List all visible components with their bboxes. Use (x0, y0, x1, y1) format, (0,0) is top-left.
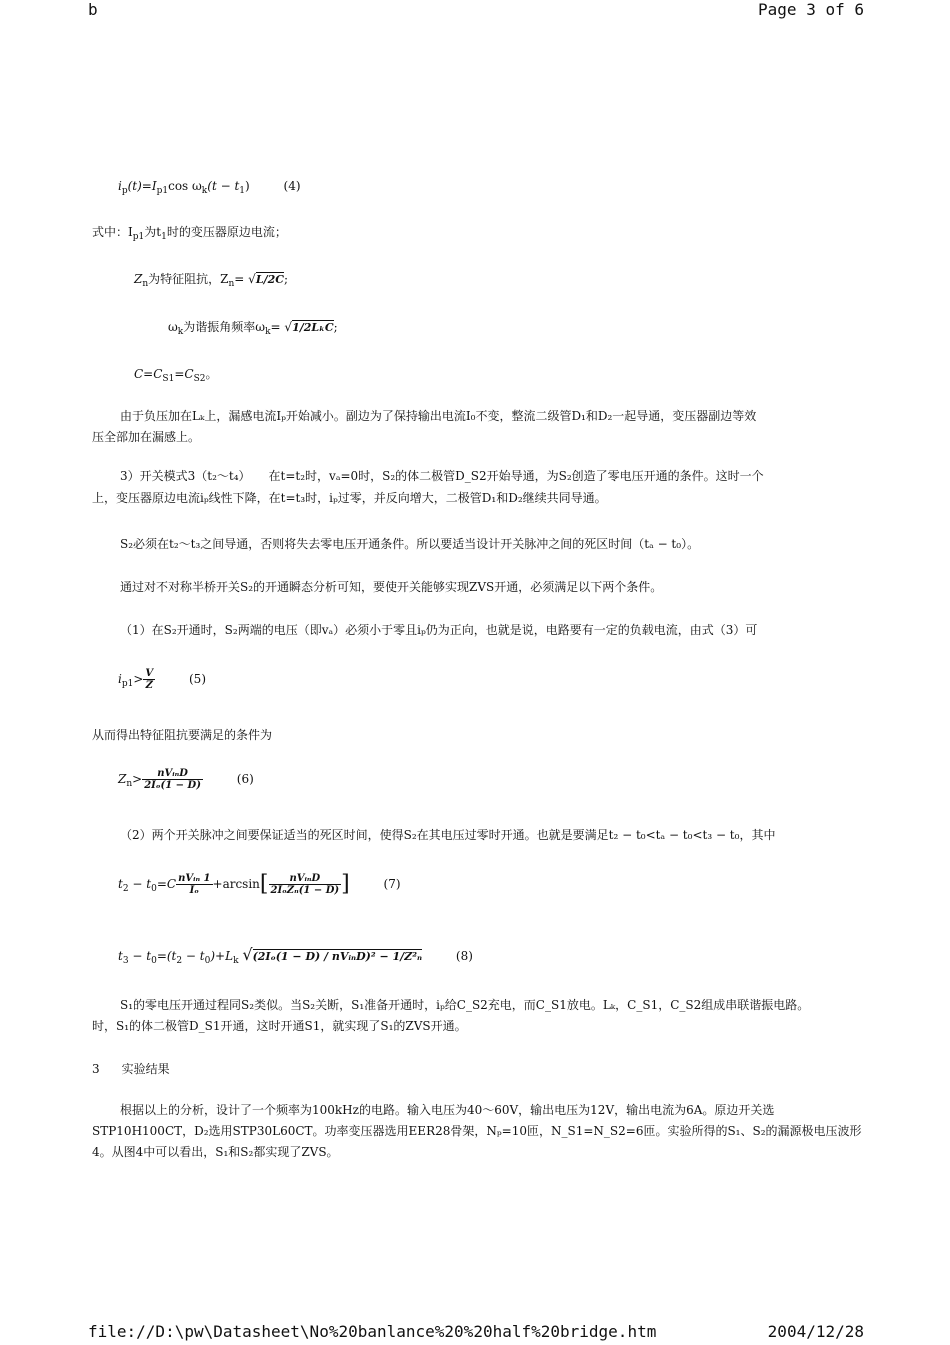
paragraph-line: 由于负压加在Lₖ上，漏感电流Iₚ开始减小。副边为了保持输出电流I₀不变，整流二级管D₁和D₂一起导通，变压器副边等效 (120, 409, 757, 423)
paragraph-line: （1）在S₂开通时，S₂两端的电压（即vₐ）必须小于零且iₚ仍为正向，也就是说，电路要有一定的负载电流，由式（3）可 (120, 623, 758, 637)
equation-number: (6) (236, 772, 254, 786)
definition-zn: $Z_n$为特征阻抗，$Z_n= √L/2C$; (134, 272, 289, 289)
paragraph-line: 从而得出特征阻抗要满足的条件为 (92, 728, 273, 742)
paragraph-line: 根据以上的分析，设计了一个频率为100kHz的电路。输入电压为40～60V，输出电压为12V，输出电流为6A。原边开关选 (120, 1103, 775, 1117)
header-left: b (88, 0, 98, 19)
paragraph-line: S₁的零电压开通过程同S₂类似。当S₂关断，S₁准备开通时，iₚ给C_S2充电，而C_S1放电。Lₖ，C_S1，C_S2组成串联谐振电路。 (120, 998, 810, 1012)
paragraph-line: 上，变压器原边电流iₚ线性下降，在t=t₃时，iₚ过零，并反向增大，二极管D₁和D₂继续共同导通。 (92, 491, 607, 505)
definition-c: $C=C_{S1}=C_{S2}$。 (134, 367, 218, 384)
paragraph-line: S₂必须在t₂～t₃之间导通，否则将失去零电压开通条件。所以要适当设计开关脉冲之间的死区时间（tₐ − t₀）。 (120, 537, 700, 551)
equation-number: (7) (383, 877, 401, 891)
paragraph-line: 4。从图4中可以看出，S₁和S₂都实现了ZVS。 (92, 1145, 339, 1159)
footer-file-path: file://D:\pw\Datasheet\No%20banlance%20%20half%20bridge.htm (88, 1322, 657, 1341)
paragraph-where: 式中：$I_{p1}$为$t_1$时的变压器原边电流； (92, 225, 287, 241)
paragraph-line: STP10H100CT，D₂选用STP30L60CT。功率变压器选用EER28骨架，Nₚ=10匝，N_S1=N_S2=6匝。实验所得的S₁、S₂的漏源极电压波形 (92, 1124, 862, 1138)
definition-omega: $\omega_k$为谐振角频率$\omega_k= √1/2L_kC$; (168, 320, 338, 337)
section-heading: 3 实验结果 (92, 1062, 170, 1076)
equation-8: $t_3 - t_0=(t_2 - t_0)+L_k$ √(2Iₒ(1 − D) / nVᵢₙD)² − 1/Z²ₙ (8) (118, 945, 473, 966)
equation-6: $Z_n>$ $\frac{\text{nVᵢₙD}}{\text{2Iₒ(1 − D)}}$ (6) (118, 768, 254, 791)
paragraph-line: 时，S₁的体二极管D_S1开通，这时开通S1，就实现了S₁的ZVS开通。 (92, 1019, 467, 1033)
footer-date: 2004/12/28 (767, 1322, 864, 1341)
equation-number: (5) (189, 672, 206, 686)
paragraph-line: 压全部加在漏感上。 (92, 430, 201, 444)
page-number: Page 3 of 6 (758, 0, 864, 19)
equation-7: $t_2 - t_0=C$ $\frac{\text{nVᵢₙ 1}}{\text{Iₒ}}$ +arcsin[ $\frac{\text{nVᵢₙD}}{\text{2IₒZₙ(1 − D)}}$ ] (7) (118, 871, 401, 897)
equation-number: (8) (455, 949, 473, 963)
equation-number: (4) (283, 179, 301, 193)
paragraph-line: 3）开关模式3（t₂～t₄） 在t=t₂时，vₐ=0时，S₂的体二极管D_S2开始导通，为S₂创造了零电压开通的条件。这时一个 (120, 469, 764, 483)
paragraph-line: 通过对不对称半桥开关S₂的开通瞬态分析可知，要使开关能够实现ZVS开通，必须满足以下两个条件。 (120, 580, 663, 594)
equation-4: $i_p(t)=I_{p1}\cos$ $\omega_k(t - t_1)$ (4) (118, 179, 301, 196)
paragraph-line: （2）两个开关脉冲之间要保证适当的死区时间，使得S₂在其电压过零时开通。也就是要满足t₂ − t₀<tₐ − t₀<t₃ − t₀，其中 (120, 828, 776, 842)
equation-5: $i_{p1}>$ $\frac{V}{Z}$ (5) (118, 668, 206, 691)
